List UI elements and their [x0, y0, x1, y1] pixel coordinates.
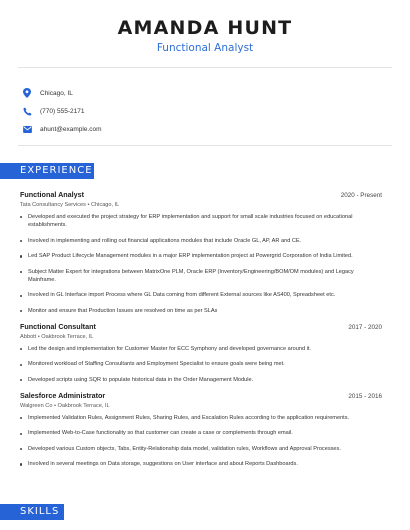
section-heading-experience: EXPERIENCE — [0, 163, 94, 179]
list-item: Developed various Custom objects, Tabs, Entity-Relationship data model, validation rules, Workflows and Approval Processes. — [20, 445, 382, 453]
mail-icon — [22, 124, 32, 134]
list-item: Monitor and ensure that Production Issues are resolved on time as per SLAs — [20, 307, 382, 315]
list-item: Implemented Web-to-Case functionality so that customer can create a case or complements through email. — [20, 429, 382, 437]
list-item: Developed scripts using SQR to populate historical data in the Order Management Module. — [20, 376, 382, 384]
job-bullet-list — [20, 414, 382, 469]
job-bullet-list — [20, 345, 382, 384]
job-dates: 2017 - 2020 — [348, 324, 382, 331]
list-item: Subject Matter Expert for integrations between MatrixOne PLM, Oracle ERP (Inventory/Engineering/BOM/OM modules) and Legacy Mainframe. — [20, 268, 382, 285]
candidate-name: AMANDA HUNT — [117, 17, 293, 39]
list-item: Led SAP Product Lifecycle Management modules in a major ERP implementation project at Powergrid Corporation of India Limited. — [20, 252, 382, 260]
contact-phone — [22, 102, 102, 120]
phone-icon — [22, 106, 32, 116]
job-dates: 2015 - 2016 — [348, 393, 382, 400]
contact-email — [22, 120, 102, 138]
job-company-line: Walgreen Co • Oakbrook Terrace, IL — [20, 403, 110, 409]
section-heading-skills: SKILLS — [0, 504, 64, 520]
header-divider — [18, 67, 392, 68]
job-title: Salesforce Administrator — [20, 391, 106, 400]
job-company: Tata Consultancy Services — [20, 202, 86, 208]
location-pin-icon — [22, 88, 32, 98]
job-entry — [20, 322, 382, 391]
list-item: Involved in several meetings on Data storage, suggestions on User interface and about Reports Dashboards. — [20, 460, 382, 468]
resume-header — [0, 0, 410, 55]
job-dates: 2020 - Present — [340, 192, 382, 199]
contact-location-text: Chicago, IL — [40, 89, 73, 97]
job-bullet-list — [20, 213, 382, 315]
job-company: Walgreen Co — [20, 403, 53, 409]
job-title: Functional Analyst — [20, 190, 85, 199]
list-item: Led the design and implementation for Customer Master for ECC Symphony and developed governance around it. — [20, 345, 382, 353]
contact-list — [22, 84, 102, 138]
job-company-line: Tata Consultancy Services • Chicago, IL — [20, 202, 120, 208]
contact-divider — [18, 145, 392, 146]
job-location: Oakbrook Terrace, IL — [41, 334, 94, 340]
job-company-line: Abbott • Oakbrook Terrace, IL — [20, 334, 94, 340]
list-item: Involved in implementing and rolling out financial applications modules that include Oracle GL, AP, AR and CE. — [20, 237, 382, 245]
job-company: Abbott — [20, 334, 37, 340]
list-item: Involved in GL Interface import Process where GL Data coming from different External sources like AS400, Spreadsheet etc. — [20, 291, 382, 299]
contact-phone-text[interactable]: (770) 555-2171 — [40, 107, 85, 115]
contact-email-text[interactable]: ahunt@example.com — [40, 125, 102, 133]
candidate-role: Functional Analyst — [156, 42, 254, 54]
job-location: Oakbrook Terrace, IL — [57, 403, 110, 409]
list-item: Developed and executed the project strategy for ERP implementation and support for small scale industries focused on educational establishments. — [20, 213, 382, 230]
job-entry — [20, 391, 382, 476]
job-title: Functional Consultant — [20, 322, 96, 331]
job-entry — [20, 190, 382, 322]
contact-location — [22, 84, 102, 102]
list-item: Implemented Validation Rules, Assignment Rules, Sharing Rules, and Escalation Rules according to the application requirements. — [20, 414, 382, 422]
list-item: Monitored workload of Staffing Consultants and Employment Specialist to ensure goals were being met. — [20, 360, 382, 368]
job-location: Chicago, IL — [91, 202, 120, 208]
